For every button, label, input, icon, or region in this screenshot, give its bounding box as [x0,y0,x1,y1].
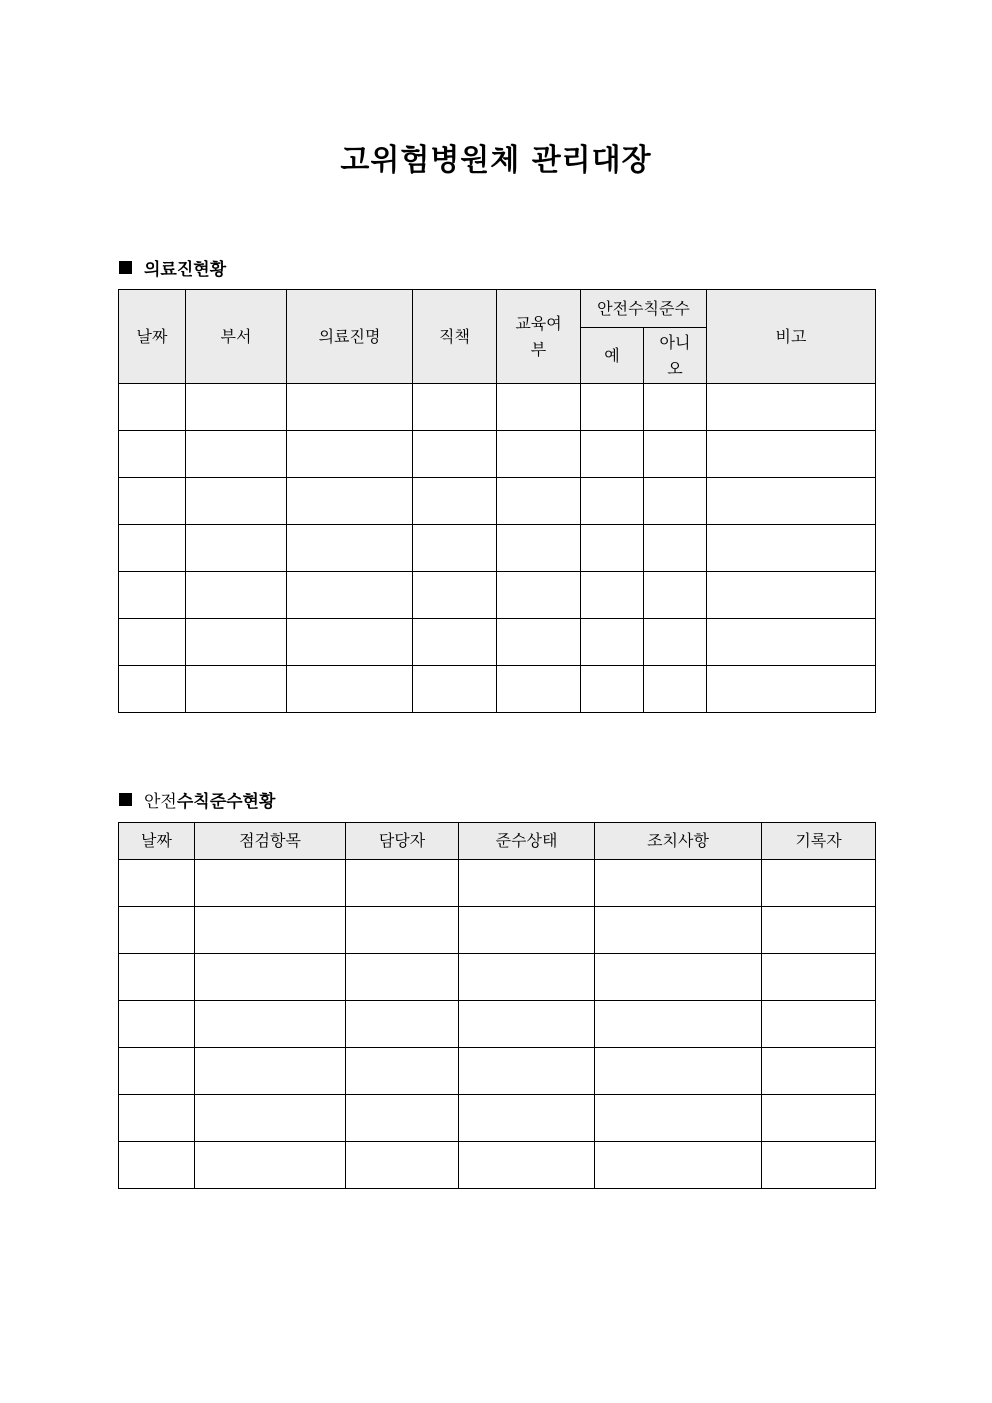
section-heading-text-light: 안전 [144,792,177,812]
header-date: 날짜 [119,290,186,384]
section-heading-text-bold: 수칙준수현황 [176,792,276,812]
square-bullet-icon [119,261,132,274]
header-training-line1: 교육여 [515,313,562,333]
header-no-line1: 아니 [659,332,691,352]
header-no-line2: 오 [667,358,683,378]
header-no [644,328,707,384]
table-row [119,860,876,907]
header-department: 부서 [186,290,287,384]
header-safety-compliance: 안전수칙준수 [581,290,707,328]
header-staff-name: 의료진명 [287,290,413,384]
page-title: 고위험병원체 관리대장 [340,143,652,178]
table-row [119,907,876,954]
table-row [119,954,876,1001]
compliance-status-table [118,822,876,1189]
table-row [119,572,876,619]
table-row [119,1001,876,1048]
section-heading-compliance [119,787,275,812]
header-check-item: 점검항목 [195,823,346,860]
compliance-table-body [119,860,876,1189]
section-heading-text: 의료진현황 [144,260,227,280]
header-recorder: 기록자 [762,823,876,860]
header-position: 직책 [413,290,497,384]
header-training-line2: 부 [530,339,547,359]
table-row [119,666,876,713]
header-training [497,290,581,384]
staff-status-table [118,289,876,713]
table-row [119,478,876,525]
header-remarks: 비고 [707,290,876,384]
table-row [119,384,876,431]
square-bullet-icon [119,793,132,806]
table-row [119,1095,876,1142]
table-row [119,431,876,478]
table-row [119,525,876,572]
header-action-taken: 조치사항 [595,823,762,860]
header-yes: 예 [581,328,644,384]
table-row [119,1048,876,1095]
header-compliance-status: 준수상태 [459,823,595,860]
header-date: 날짜 [119,823,195,860]
header-person-in-charge: 담당자 [346,823,459,860]
table-row [119,1142,876,1189]
section-heading-staff [119,255,226,280]
staff-table-body [119,384,876,713]
table-row [119,619,876,666]
